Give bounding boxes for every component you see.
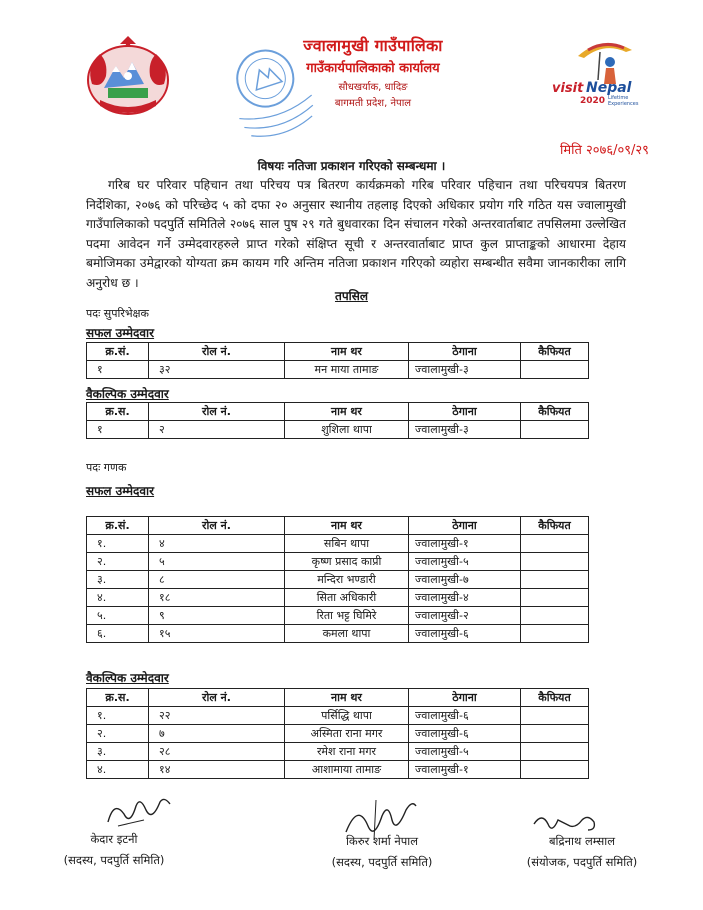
cell-name: पर्सिद्धि थापा <box>285 707 409 725</box>
cell-serial: २. <box>87 725 149 743</box>
col-serial: क्र.सं. <box>87 517 149 535</box>
cell-address: ज्वालामुखी-६ <box>409 725 521 743</box>
col-name: नाम थर <box>285 689 409 707</box>
table-row <box>87 421 589 439</box>
table-row <box>87 589 589 607</box>
col-address: ठेगाना <box>409 689 521 707</box>
letter-date: मिति २०७६/०९/२९ <box>560 143 649 158</box>
signatory-name: केदार इटनी <box>90 832 138 846</box>
cell-serial: १ <box>87 361 149 379</box>
col-remarks: कैफियत <box>521 403 589 421</box>
section-title-successful: सफल उम्मेदवार <box>86 326 155 340</box>
table-row <box>87 535 589 553</box>
table-row <box>87 361 589 379</box>
cell-remarks <box>521 361 589 379</box>
table-row <box>87 743 589 761</box>
cell-remarks <box>521 421 589 439</box>
address-line-2: बागमती प्रदेश, नेपाल <box>334 98 412 109</box>
enumerator-alternate-table <box>86 688 589 779</box>
cell-roll: १५ <box>149 625 285 643</box>
post-label-supervisor: पदः सुपरिभेक्षक <box>86 307 149 320</box>
col-serial: क्र.सं. <box>87 343 149 361</box>
signature-block-2 <box>312 834 452 870</box>
cell-roll: ८ <box>149 571 285 589</box>
cell-address: ज्वालामुखी-२ <box>409 607 521 625</box>
section-title-alternate: वैकल्पिक उम्मेदवार <box>86 387 169 401</box>
cell-name: सबिन थापा <box>285 535 409 553</box>
signature-block-1 <box>44 832 184 868</box>
cell-roll: १४ <box>149 761 285 779</box>
table-row <box>87 553 589 571</box>
col-serial: क्र.स. <box>87 403 149 421</box>
col-roll: रोल नं. <box>149 517 285 535</box>
cell-address: ज्वालामुखी-६ <box>409 707 521 725</box>
office-name: गाउँकार्यपालिकाको कार्यालय <box>306 61 440 76</box>
cell-remarks <box>521 571 589 589</box>
cell-serial: ६. <box>87 625 149 643</box>
svg-text:Experiences: Experiences <box>608 101 639 107</box>
table-row <box>87 707 589 725</box>
cell-roll: २२ <box>149 707 285 725</box>
cell-serial: ३. <box>87 743 149 761</box>
cell-serial: ५. <box>87 607 149 625</box>
cell-name: रमेश राना मगर <box>285 743 409 761</box>
col-roll: रोल नं. <box>149 343 285 361</box>
col-name: नाम थर <box>285 517 409 535</box>
cell-name: रिता भट्ट घिमिरे <box>285 607 409 625</box>
cell-name: आशामाया तामाङ <box>285 761 409 779</box>
cell-serial: ३. <box>87 571 149 589</box>
signatory-role: (संयोजक, पदपुर्ति समिति) <box>526 855 638 869</box>
col-name: नाम थर <box>285 403 409 421</box>
cell-address: ज्वालामुखी-४ <box>409 589 521 607</box>
post-label-enumerator: पदः गणक <box>86 461 127 474</box>
signature-block-3 <box>512 834 652 870</box>
visit-nepal-2020-logo <box>548 28 658 108</box>
details-heading: तपसिल <box>334 289 368 303</box>
cell-name: सिता अधिकारी <box>285 589 409 607</box>
cell-roll: १८ <box>149 589 285 607</box>
cell-roll: ४ <box>149 535 285 553</box>
cell-name: अस्मिता राना मगर <box>285 725 409 743</box>
cell-name: मन माया तामाङ <box>285 361 409 379</box>
nepal-emblem-icon <box>78 32 178 120</box>
svg-text:visit: visit <box>552 81 584 96</box>
supervisor-alternate-table <box>86 402 589 439</box>
col-address: ठेगाना <box>409 517 521 535</box>
subject-line: विषयः नतिजा प्रकाशन गरिएको सम्बन्धमा । <box>257 159 446 173</box>
cell-remarks <box>521 535 589 553</box>
cell-serial: २. <box>87 553 149 571</box>
col-remarks: कैफियत <box>521 689 589 707</box>
signatory-role: (सदस्य, पदपुर्ति समिति) <box>63 853 165 867</box>
cell-roll: ५ <box>149 553 285 571</box>
cell-serial: १. <box>87 535 149 553</box>
col-remarks: कैफियत <box>521 343 589 361</box>
cell-name: मन्दिरा भण्डारी <box>285 571 409 589</box>
supervisor-successful-table <box>86 342 589 379</box>
cell-remarks <box>521 607 589 625</box>
col-serial: क्र.स. <box>87 689 149 707</box>
cell-remarks <box>521 707 589 725</box>
table-header-row <box>87 343 589 361</box>
cell-roll: ९ <box>149 607 285 625</box>
signatory-name: किरुर शर्मा नेपाल <box>345 834 419 848</box>
cell-name: कमला थापा <box>285 625 409 643</box>
svg-text:2020: 2020 <box>580 96 606 106</box>
col-address: ठेगाना <box>409 403 521 421</box>
cell-name: कृष्ण प्रसाद काप्री <box>285 553 409 571</box>
table-header-row <box>87 403 589 421</box>
cell-roll: २ <box>149 421 285 439</box>
svg-text:Nepal: Nepal <box>586 80 632 96</box>
table-header-row <box>87 517 589 535</box>
cell-address: ज्वालामुखी-३ <box>409 421 521 439</box>
cell-remarks <box>521 761 589 779</box>
cell-serial: १. <box>87 707 149 725</box>
col-remarks: कैफियत <box>521 517 589 535</box>
cell-remarks <box>521 553 589 571</box>
cell-serial: ४. <box>87 761 149 779</box>
table-row <box>87 571 589 589</box>
signatory-role: (सदस्य, पदपुर्ति समिति) <box>331 855 433 869</box>
cell-address: ज्वालामुखी-६ <box>409 625 521 643</box>
section-title-alternate: वैकल्पिक उम्मेदवार <box>86 671 169 685</box>
cell-remarks <box>521 625 589 643</box>
section-title-successful: सफल उम्मेदवार <box>86 484 155 498</box>
table-row <box>87 607 589 625</box>
table-header-row <box>87 689 589 707</box>
col-name: नाम थर <box>285 343 409 361</box>
body-paragraph: गरिब घर परिवार पहिचान तथा परिचय पत्र बितरण कार्यक्रमको गरिब परिवार पहिचान तथा परिचयपत्र बितरण निर्देशिका, २०७६ को परिच्छेद ५ को दफा २० अनुसार स्थानीय तहलाइ दिएको अधिकार प्रयोग गरि गठित यस ज्वालामुखी गाउँपालिकाको पदपुर्ति समितिले २०७६ साल पुष २९ गते बुधवारका दिन संचालन गरेको अन्तरवार्ताबाट तपसिलमा उल्लेखित पदमा आवेदन गर्ने उम्मेदवारहरुले प्राप्त गरेको संक्षिप्त सूची र अन्तरवार्ताबाट प्राप्त कुल प्राप्ताङ्कको आधारमा देहाय बमोजिमका उमेद्वारको योग्यता क्रम कायम गरि अन्तिम नतिजा प्रकाशन गरिएको व्यहोरा सम्बन्धीत सवैमा जानकारीका लागि अनुरोध छ । <box>86 178 626 290</box>
signature-mark-1 <box>104 792 174 832</box>
cell-roll: २८ <box>149 743 285 761</box>
enumerator-successful-table <box>86 516 589 643</box>
signatory-name: बद्रिनाथ लम्साल <box>548 834 616 848</box>
table-row <box>87 625 589 643</box>
col-roll: रोल नं. <box>149 689 285 707</box>
municipality-name: ज्वालामुखी गाउँपालिका <box>303 36 443 55</box>
address-line-1: सौधखर्याक, धादिङ <box>338 82 408 93</box>
cell-address: ज्वालामुखी-१ <box>409 761 521 779</box>
cell-address: ज्वालामुखी-१ <box>409 535 521 553</box>
svg-text:Lifetime: Lifetime <box>608 95 629 101</box>
cell-address: ज्वालामुखी-५ <box>409 553 521 571</box>
table-row <box>87 761 589 779</box>
cell-address: ज्वालामुखी-३ <box>409 361 521 379</box>
col-address: ठेगाना <box>409 343 521 361</box>
cell-remarks <box>521 589 589 607</box>
cell-address: ज्वालामुखी-७ <box>409 571 521 589</box>
cell-roll: ३२ <box>149 361 285 379</box>
cell-roll: ७ <box>149 725 285 743</box>
cell-name: शुशिला थापा <box>285 421 409 439</box>
table-row <box>87 725 589 743</box>
cell-remarks <box>521 725 589 743</box>
col-roll: रोल नं. <box>149 403 285 421</box>
letterhead <box>258 34 488 109</box>
cell-address: ज्वालामुखी-५ <box>409 743 521 761</box>
cell-serial: ४. <box>87 589 149 607</box>
cell-serial: १ <box>87 421 149 439</box>
cell-remarks <box>521 743 589 761</box>
